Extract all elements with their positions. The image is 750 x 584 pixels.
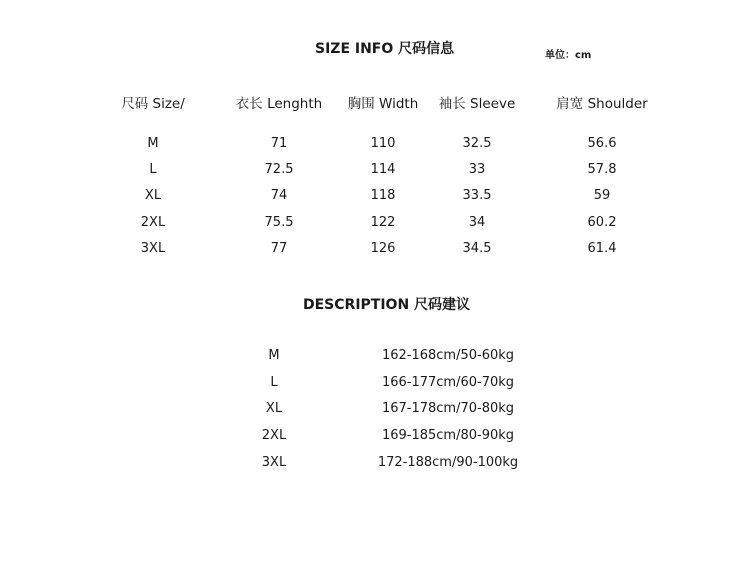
size-cell-size: L [149,162,157,177]
size-cell-width: 126 [370,241,396,256]
size-cell-sleeve: 33 [468,162,486,177]
size-info-title: SIZE INFO 尺码信息 [315,41,455,57]
size-cell-length: 71 [270,136,288,151]
size-cell-shoulder: 60.2 [587,215,617,230]
size-cell-width: 118 [370,188,396,203]
size-cell-length: 77 [270,241,288,256]
size-cell-size: M [147,136,159,151]
unit-label: 单位：cm [545,50,592,61]
description-cell-range: 167-178cm/70-80kg [381,401,515,416]
header-shoulder: 肩宽 Shoulder [556,96,648,112]
size-cell-size: 3XL [140,241,166,256]
size-cell-sleeve: 33.5 [462,188,492,203]
size-cell-sleeve: 32.5 [462,136,492,151]
description-cell-size: 3XL [261,455,287,470]
size-cell-length: 75.5 [264,215,294,230]
size-cell-shoulder: 61.4 [587,241,617,256]
description-cell-range: 172-188cm/90-100kg [377,455,519,470]
size-cell-length: 74 [270,188,288,203]
description-cell-range: 166-177cm/60-70kg [381,375,515,390]
header-sleeve: 袖长 Sleeve [438,96,516,112]
size-cell-shoulder: 56.6 [587,136,617,151]
size-cell-size: 2XL [140,215,166,230]
size-cell-width: 110 [370,136,396,151]
size-cell-shoulder: 59 [593,188,611,203]
description-cell-size: L [270,375,278,390]
size-cell-size: XL [144,188,162,203]
size-cell-width: 122 [370,215,396,230]
size-cell-width: 114 [370,162,396,177]
size-cell-sleeve: 34.5 [462,241,492,256]
header-length: 衣长 Lenghth [235,96,323,112]
description-cell-range: 169-185cm/80-90kg [381,428,515,443]
description-cell-size: M [268,348,280,363]
description-cell-size: XL [265,401,283,416]
size-cell-shoulder: 57.8 [587,162,617,177]
description-cell-range: 162-168cm/50-60kg [381,348,515,363]
description-title: DESCRIPTION 尺码建议 [303,297,471,313]
size-cell-sleeve: 34 [468,215,486,230]
size-cell-length: 72.5 [264,162,294,177]
description-cell-size: 2XL [261,428,287,443]
header-size: 尺码 Size/ [121,96,185,112]
header-width: 胸围 Width [347,96,419,112]
